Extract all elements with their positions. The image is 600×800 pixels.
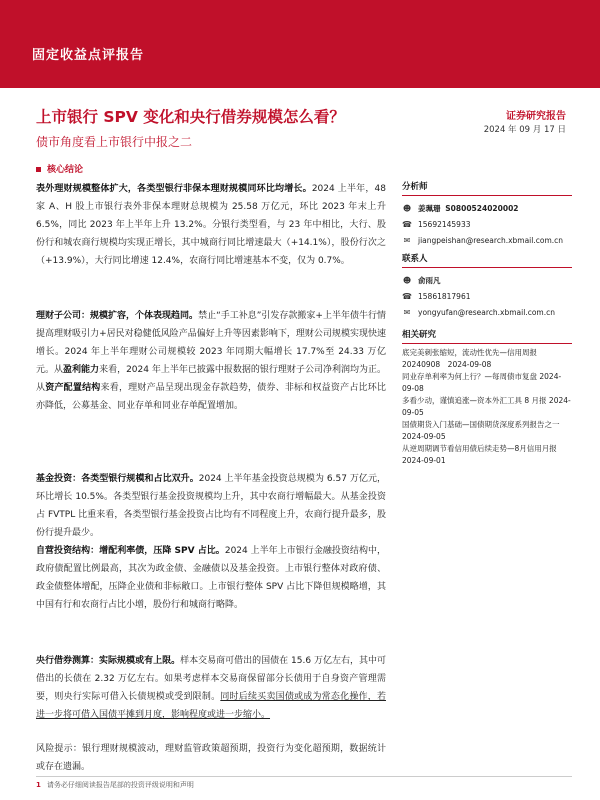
risk-warning: 风险提示：银行理财规模波动，理财监管政策超预期，投资行为变化超预期，数据统计或存在遗漏。 <box>36 744 386 772</box>
mail-icon: ✉ <box>403 307 411 317</box>
page-number: 1 <box>36 781 41 789</box>
related-research-list <box>402 347 572 467</box>
mail-icon: ✉ <box>403 235 411 245</box>
person-icon: ☻ <box>402 275 412 285</box>
related-item[interactable]: 国债期货入门基础—国债期货深度系列报告之一 2024-09-05 <box>402 420 567 441</box>
phone-icon: ☎ <box>402 219 412 229</box>
paragraph-4: 自营投资结构：增配利率债，压降 SPV 占比。2024 上半年上市银行金融投资结构中，政府债配置比例最高，其次为政金债、金融债以及基金投资。上市银行整体对政府债、政金债整体增配，压降企业债和非标敞口。上市银行整体 SPV 占比下降但规模略增，其中国有行和农商行占比小增，股份行和城商行略降。 <box>36 546 386 610</box>
report-date: 2024 年 09 月 17 日 <box>483 125 566 135</box>
contact-email-row: ✉ yongyufan@research.xbmail.com.cn <box>403 307 555 317</box>
report-category: 固定收益点评报告 <box>32 48 145 63</box>
related-item[interactable]: 同业存单利率为何上行？—每周债市复盘 2024-09-08 <box>402 372 562 393</box>
analyst-phone-row: ☎ 15692145933 <box>402 219 471 229</box>
paragraph-5: 央行借券测算：实际规模或有上限。样本交易商可借出的国债在 15.6 万亿左右，其中可借出的长债在 2.32 万亿左右。如果考虑样本交易商保留部分长债用于自身资产管理需要，则央行实际可借入长债规模或受到限制。同时后续买卖国债或成为常态化操作，若进一步将可借入国债平摊到月度，影响程度或进一步缩小。 <box>36 656 386 720</box>
related-research-header: 相关研究 <box>402 328 572 344</box>
core-conclusion-heading: 核心结论 <box>36 162 83 175</box>
paragraph-3: 基金投资：各类型银行规模和占比双升。2024 上半年基金投资总规模为 6.57 万亿元，环比增长 10.5%。各类型银行基金投资规模均上升，其中农商行增幅最大。从基金投资占 FVTPL 比重来看，各类型银行基金投资占比均有不同程度上升，农商行提升最多，股份行提升最少。 <box>36 474 386 538</box>
person-icon: ☻ <box>402 203 412 213</box>
related-item[interactable]: 多看少动，谨慎追涨—资本外汇工具 8 月报 2024-09-05 <box>402 396 571 417</box>
contact-row: ☻ 俞雨凡 <box>402 275 441 285</box>
header-banner <box>0 0 600 88</box>
footer <box>36 780 194 790</box>
footer-disclaimer: 请务必仔细阅读报告尾部的投资评级说明和声明 <box>46 781 194 789</box>
report-title: 上市银行 SPV 变化和央行借券规模怎么看？ <box>36 108 345 126</box>
phone-icon: ☎ <box>402 291 412 301</box>
bullet-icon <box>36 167 41 172</box>
analyst-header: 分析师 <box>402 180 572 196</box>
paragraph-1: 表外理财规模整体扩大，各类型银行非保本理财规模同环比均增长。2024 上半年，48 家 A、H 股上市银行表外非保本理财总规模为 25.58 万亿元，环比 2023 年末上升 6.5%，同比 2023 年上半年上升 13.2%。分银行类型看，与 23 年中相比，大行、股份行和城农商行规模均实现正增长，其中城商行同比增速最大（+14.1%），股份行次之（+13.9%），大行同比增速 12.4%，农商行同比增速基本不变，仅为 0.7%。 <box>36 184 386 266</box>
related-item[interactable]: 底完美刺张缩短，流动性优先—信用周报 20240908 2024-09-08 <box>402 348 537 369</box>
contact-header: 联系人 <box>402 252 572 268</box>
contact-phone-row: ☎ 15861817961 <box>402 291 471 301</box>
footer-divider <box>36 776 572 777</box>
analyst-row: ☻ 姜珮珊 S0800524020002 <box>402 203 519 213</box>
report-subtitle: 债市角度看上市银行中报之二 <box>36 135 193 149</box>
analyst-email-row: ✉ jiangpeishan@research.xbmail.com.cn <box>403 235 564 245</box>
report-type: 证券研究报告 <box>506 111 566 122</box>
related-item[interactable]: 从逆周期调节看信用债后续走势—8月信用月报 2024-09-01 <box>402 444 565 465</box>
paragraph-2: 理财子公司：规模扩容，个体表现趋同。禁止“手工补息”引发存款搬家+上半年债牛行情提高理财吸引力+居民对稳健低风险产品偏好上升等因素影响下，理财公司规模实现快速增长。2024 年上半年理财公司规模较 2023 年同期大幅增长 17.7%至 24.33 万亿元。从盈利能力来看，2024 年上半年已披露中报数据的银行理财子公司净利润均为正。从资产配置结构来看，理财产品呈现出现金存款趋势，债券、非标和权益资产占比环比亦降低，公募基金、同业存单和同业存单配置增加。 <box>36 311 386 411</box>
sidebar <box>402 180 572 467</box>
